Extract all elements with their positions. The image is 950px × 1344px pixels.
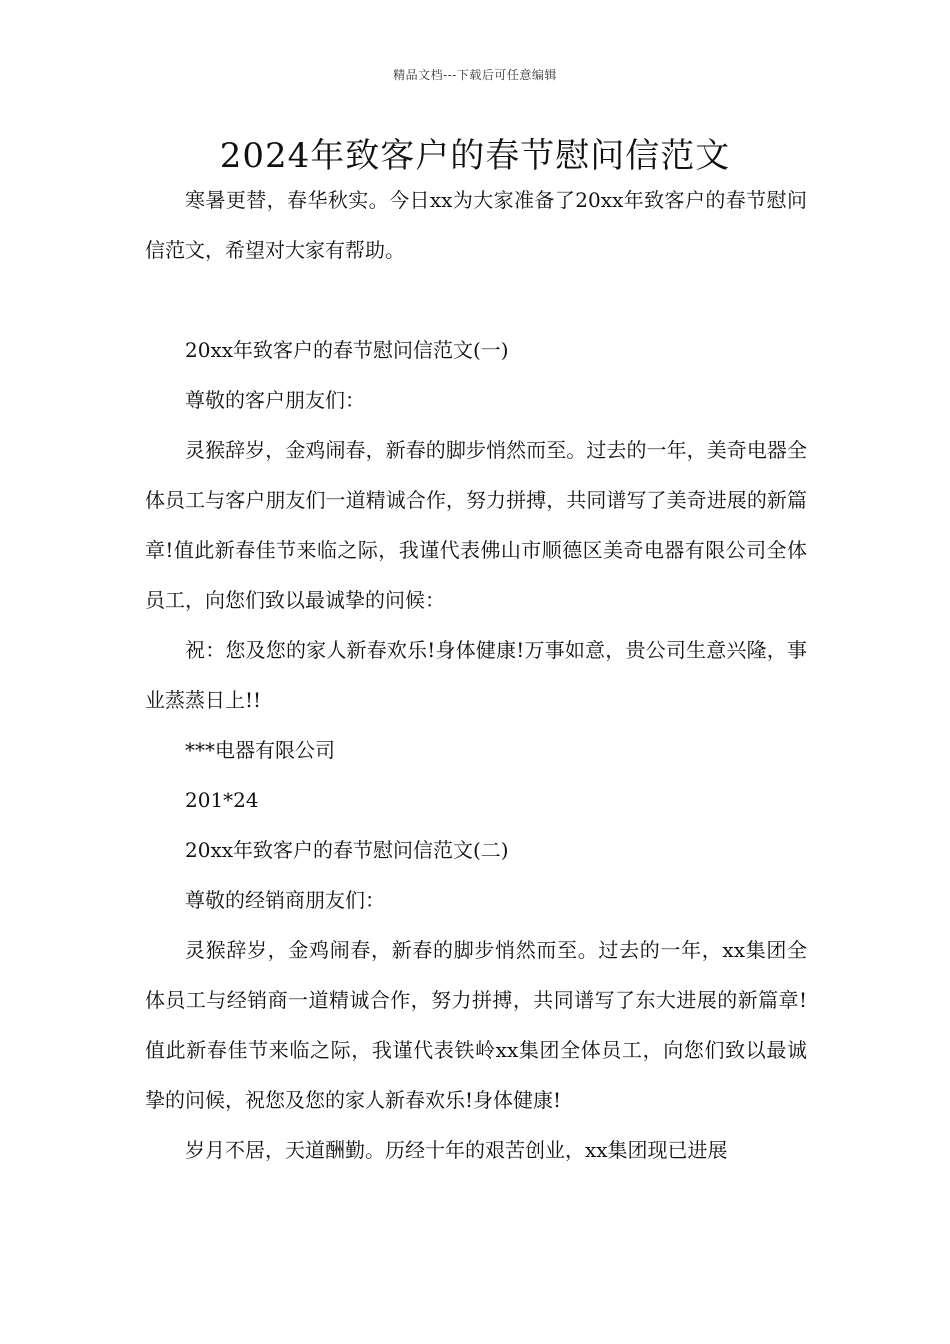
document-title: 2024年致客户的春节慰问信范文	[219, 136, 731, 176]
document-body	[145, 175, 807, 1175]
signature-company: ***电器有限公司	[185, 738, 335, 762]
salutation-1: 尊敬的客户朋友们：	[185, 388, 365, 412]
section-heading-2: 20xx年致客户的春节慰问信范文(二)	[185, 838, 509, 862]
body-paragraph: 岁月不居，天道酬勤。历经十年的艰苦创业，xx集团现已进展	[185, 1138, 728, 1162]
intro-paragraph: 寒暑更替，春华秋实。今日xx为大家准备了20xx年致客户的春节慰问信范文，希望对大家有帮助。	[145, 188, 807, 262]
body-paragraph: 祝：您及您的家人新春欢乐!身体健康!万事如意，贵公司生意兴隆，事业蒸蒸日上!!	[145, 638, 807, 712]
section-heading-1: 20xx年致客户的春节慰问信范文(一)	[185, 338, 509, 362]
signature-date: 201*24	[185, 788, 259, 812]
header-note: 精品文档---下载后可任意编辑	[393, 68, 557, 82]
blank-line	[145, 275, 807, 325]
salutation-2: 尊敬的经销商朋友们：	[185, 888, 385, 912]
body-paragraph: 灵猴辞岁，金鸡闹春，新春的脚步悄然而至。过去的一年，美奇电器全体员工与客户朋友们一道精诚合作，努力拼搏，共同谱写了美奇进展的新篇章!值此新春佳节来临之际，我谨代表佛山市顺德区美奇电器有限公司全体员工，向您们致以最诚挚的问候：	[145, 438, 807, 612]
body-paragraph: 灵猴辞岁，金鸡闹春，新春的脚步悄然而至。过去的一年，xx集团全体员工与经销商一道精诚合作，努力拼搏，共同谱写了东大进展的新篇章!值此新春佳节来临之际，我谨代表铁岭xx集团全体员工，向您们致以最诚挚的问候，祝您及您的家人新春欢乐!身体健康!	[145, 938, 807, 1112]
